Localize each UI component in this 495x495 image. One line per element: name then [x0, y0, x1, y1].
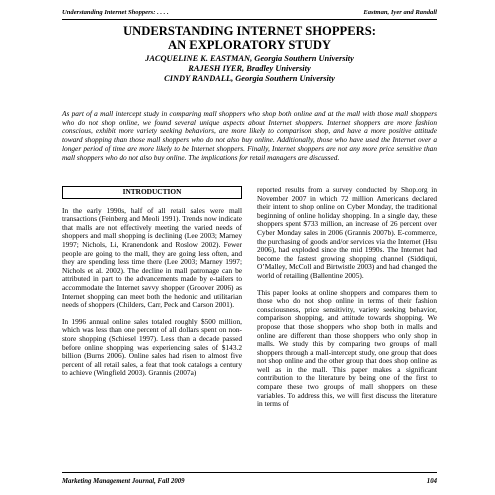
running-head-left: Understanding Internet Shoppers: . . . .: [62, 9, 169, 16]
right-column: [257, 186, 437, 417]
author-3: CINDY RANDALL, Georgia Southern University: [164, 73, 335, 83]
footer-rule: [62, 472, 437, 473]
abstract: As part of a mall intercept study in comparing mall shoppers who shop both online and at the mall with those mall shoppers who do not shop online, we found several unique aspects about Internet shoppers. Internet shoppers are more fashion conscious, exhibit more variety seeking behaviors, are more likely to comparison shop, and have a more positive attitude toward shopping than those mall shoppers who do not also buy online. Additionally, those who have used the Internet over a longer period of time are more likely to be Internet shoppers. Finally, Internet shoppers are not any more price sensitive than mall shoppers who do not also buy online. The implications for retail managers are discussed.: [62, 109, 437, 162]
author-list: [62, 54, 437, 83]
title-block: [62, 25, 437, 83]
left-paragraph-2: In 1996 annual online sales totaled roughly $500 million, which was less than one percent of all dollars spent on non-store shopping (Schiesel 1997). Less than a decade passed before online shopping was experiencing sales of $143.2 billion (Burns 2006). Online sales had risen to almost five percent of all retail sales, a feat that took catalogs a century to achieve (Wingfield 2003). Grannis (2007a): [62, 316, 242, 378]
left-paragraph-1: In the early 1990s, half of all retail sales were mall transactions (Feinberg and Meoli 1991). Trends now indicate that malls are not effectively meeting the varied needs of shoppers and mall shopping is declining (Lee 2003; Marney 1997; Nichols, Li, Kranendonk and Roslow 2002). Fewer people are going to the mall, they are going less often, and they are spending less time there (Lee 2003; Marney 1997; Nichols et al. 2002). The decline in mall patronage can be attributed in part to the advancements made by e-tailers to accommodate the Internet savvy shopper (Groover 2006) as Internet shopping can meet both the hedonic and utilitarian needs of shoppers (Childers, Carr, Peck and Carson 2001).: [62, 205, 242, 310]
introduction-heading: INTRODUCTION: [62, 186, 242, 199]
body-columns: [62, 186, 437, 449]
footer-journal: Marketing Management Journal, Fall 2009: [62, 477, 185, 485]
footer-page-number: 104: [426, 477, 437, 485]
paper-title-line-2: AN EXPLORATORY STUDY: [167, 37, 332, 52]
author-1: JACQUELINE K. EASTMAN, Georgia Southern University: [145, 54, 354, 63]
author-2: RAJESH IYER, Bradley University: [188, 63, 311, 73]
header-rule: [62, 19, 437, 20]
paper-title-line-1: UNDERSTANDING INTERNET SHOPPERS:: [123, 24, 376, 38]
paper-title: [62, 25, 437, 52]
right-paragraph-2: This paper looks at online shoppers and compares them to those who do not shop online in terms of their fashion consciousness, price sensitivity, variety seeking behavior, comparison shopping, and attitude towards shopping. We propose that those shoppers who shop both in malls and online are different than those shoppers who only shop in malls. We study this by comparing two groups of mall shoppers through a mall-intercept study, one group that does not shop online and the other group that does shop online as well as in the mall. This paper makes a significant contribution to the literature by being one of the first to compare these two groups of mall shoppers on these variables. To address this, we will first discuss the literature in terms of: [257, 287, 437, 409]
running-head-right: Eastman, Iyer and Randall: [363, 9, 437, 16]
left-column: [62, 186, 242, 386]
page-footer: [62, 475, 437, 487]
right-paragraph-1: reported results from a survey conducted by Shop.org in November 2007 in which 72 million Americans declared their intent to shop online on Cyber Monday, the traditional beginning of online holiday shopping. In a single day, these shoppers spent $733 million, an increase of 26 percent over Cyber Monday sales in 2006 (Grannis 2007b). E-commerce, the purchasing of goods and/or services via the Internet (Hsu 2006), had exploded since the mid 1990s. The Internet had become the fastest growing shopping channel (Siddiqui, O’Malley, McColl and Birtwistle 2003) and had changed the world of retailing (Ballentine 2005).: [257, 185, 437, 280]
running-head: [62, 6, 437, 19]
